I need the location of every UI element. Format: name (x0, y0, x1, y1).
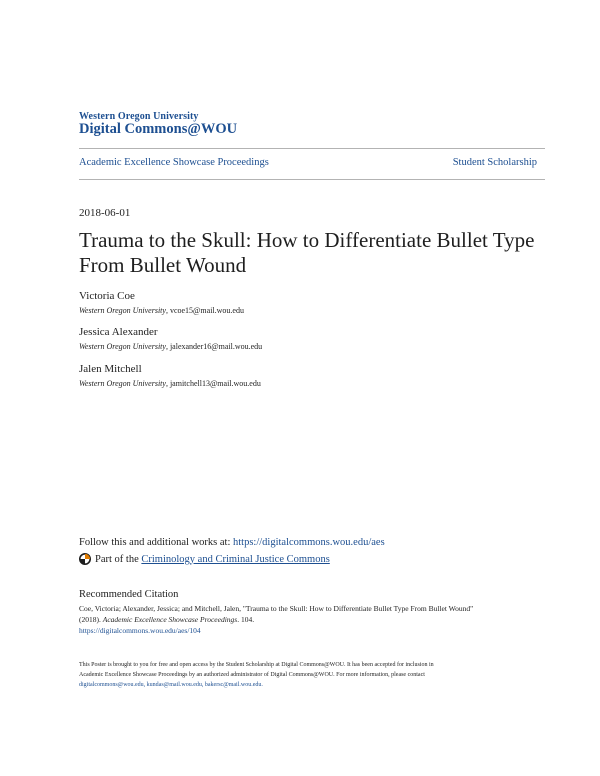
citation-journal: Academic Excellence Showcase Proceedings (102, 615, 238, 624)
author-name: Victoria Coe (79, 290, 135, 302)
contact-emails-link[interactable]: digitalcommons@wou.edu, kundas@mail.wou.edu, bakersc@mail.wou.edu. (79, 682, 263, 688)
nav-divider-top (79, 148, 545, 149)
author-name: Jessica Alexander (79, 326, 158, 338)
author-email: , jamitchell13@mail.wou.edu (165, 379, 261, 388)
notice-line: Academic Excellence Showcase Proceedings by an authorized administrator of Digital Commons@WOU. For more information, please contact (79, 672, 425, 678)
follow-link[interactable]: https://digitalcommons.wou.edu/aes (233, 537, 385, 548)
access-notice (79, 660, 541, 690)
follow-text: Follow this and additional works at: (79, 537, 233, 548)
author-name: Jalen Mitchell (79, 363, 142, 375)
author-email: , jalexander16@mail.wou.edu (165, 342, 263, 351)
affiliation-text: Western Oregon University (79, 342, 166, 351)
author-affiliation (79, 379, 261, 388)
notice-line: This Poster is brought to you for free and open access by the Student Scholarship at Digital Commons@WOU. It has been accepted for inclusion in (79, 662, 434, 668)
affiliation-text: Western Oregon University (79, 379, 166, 388)
author-affiliation (79, 306, 244, 315)
institution-name: Western Oregon University (79, 111, 199, 122)
citation-heading: Recommended Citation (79, 589, 179, 600)
part-of-prefix: Part of the (95, 553, 139, 565)
commons-network-icon (79, 553, 91, 565)
author-email: , vcoe15@mail.wou.edu (165, 306, 244, 315)
commons-link[interactable]: Criminology and Criminal Justice Commons (141, 553, 330, 565)
author-affiliation (79, 342, 262, 351)
citation-text (79, 603, 539, 636)
affiliation-text: Western Oregon University (79, 306, 166, 315)
paper-title: Trauma to the Skull: How to Differentiate Bullet Type From Bullet Wound (79, 228, 535, 277)
nav-divider-bottom (79, 179, 545, 180)
publication-date: 2018-06-01 (79, 207, 131, 219)
citation-number: . 104. (237, 615, 255, 624)
part-of-line (79, 553, 330, 565)
follow-line (79, 537, 385, 548)
citation-year: (2018). (79, 615, 103, 624)
citation-link[interactable]: https://digitalcommons.wou.edu/aes/104 (79, 626, 201, 635)
citation-body: Coe, Victoria; Alexander, Jessica; and Mitchell, Jalen, "Trauma to the Skull: How to Differentiate Bullet Type From Bullet Wound" (79, 604, 474, 613)
nav-link-student-scholarship[interactable]: Student Scholarship (452, 157, 537, 168)
repository-link[interactable]: Digital Commons@WOU (79, 121, 238, 137)
nav-link-proceedings[interactable]: Academic Excellence Showcase Proceedings (79, 157, 269, 168)
